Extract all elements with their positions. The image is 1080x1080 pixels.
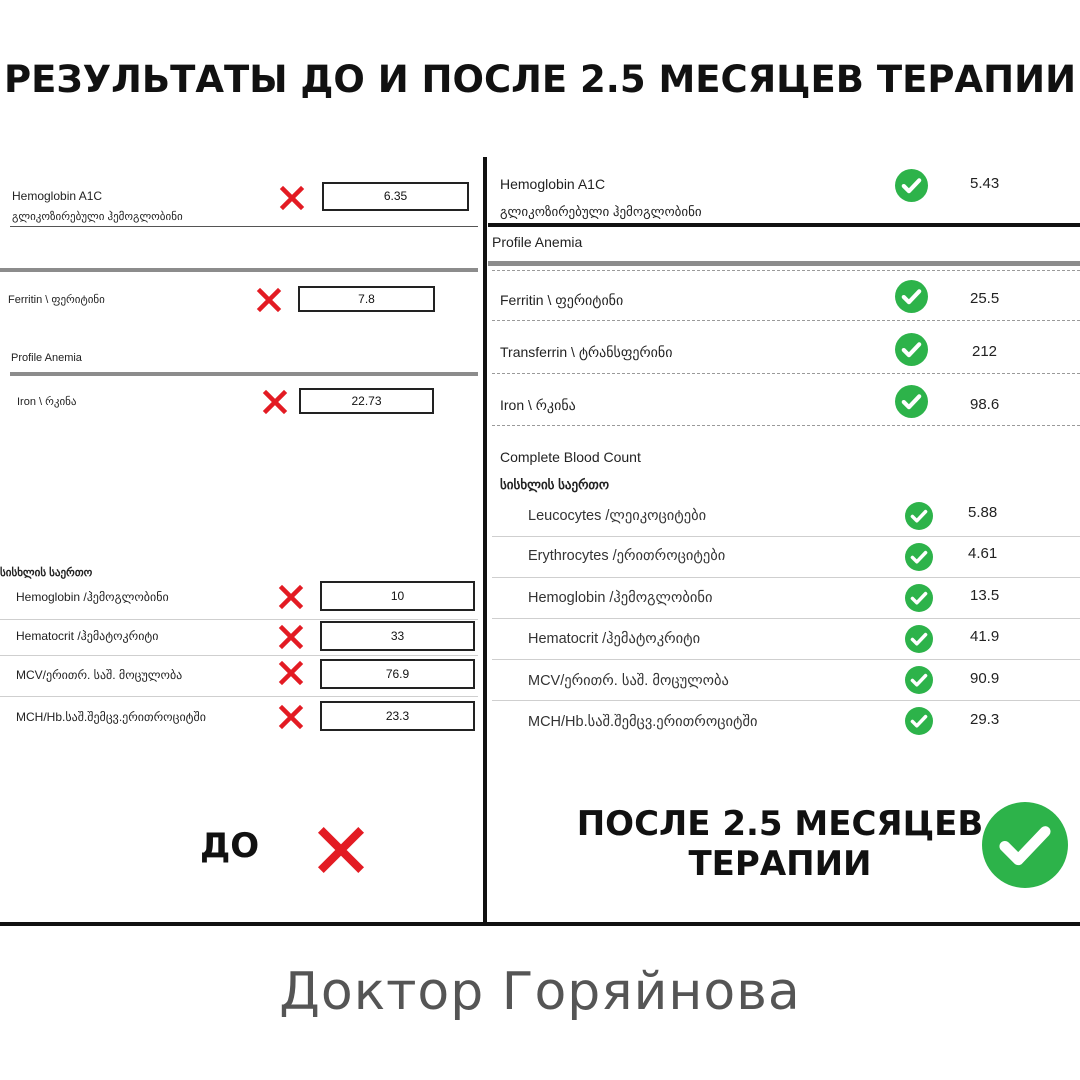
check-icon [905, 707, 933, 735]
after-row-value-0: 25.5 [970, 290, 1000, 307]
check-icon [905, 666, 933, 694]
after-cbc-value-2: 13.5 [970, 587, 1000, 604]
check-icon [982, 802, 1068, 888]
check-icon [895, 385, 928, 418]
after-row-label-1: Transferrin \ ტრანსფერინი [500, 344, 673, 360]
x-icon [278, 584, 304, 610]
x-icon [256, 287, 282, 313]
after-row-value-2: 98.6 [970, 396, 1000, 413]
before-cbc-value-1: 33 [320, 621, 475, 651]
before-cbc-label-0: Hemoglobin /ჰემოგლობინი [16, 590, 169, 604]
before-label: ДО [200, 826, 260, 866]
after-cbc-label-5: MCH/Hb.საშ.შემცვ.ერითროციტში [528, 714, 758, 730]
after-cbc-label-4: MCV/ერითრ. საშ. მოცულობა [528, 673, 729, 689]
after-hba1c-value: 5.43 [970, 175, 1000, 192]
check-icon [895, 280, 928, 313]
before-cbc-label-2: MCV/ერითრ. საშ. მოცულობა [16, 668, 183, 682]
divider [0, 655, 478, 656]
before-cbc-heading: სისხლის საერთო [0, 567, 93, 579]
before-profile-anemia-heading: Profile Anemia [11, 352, 82, 364]
divider [492, 320, 1080, 321]
divider [492, 577, 1080, 578]
divider [492, 659, 1080, 660]
divider [10, 372, 478, 376]
divider [492, 270, 1080, 271]
x-icon [278, 704, 304, 730]
check-icon [905, 502, 933, 530]
after-cbc-label-1: Erythrocytes /ერითროციტები [528, 548, 726, 564]
after-row-label-2: Iron \ რკინა [500, 397, 576, 413]
after-cbc-value-4: 90.9 [970, 670, 1000, 687]
after-label-line2: ТЕРАПИИ [688, 844, 872, 884]
x-icon [262, 389, 288, 415]
before-ferritin-value: 7.8 [298, 286, 435, 312]
check-icon [905, 625, 933, 653]
x-icon [278, 660, 304, 686]
divider [492, 425, 1080, 426]
after-cbc-label-2: Hemoglobin /ჰემოგლობინი [528, 590, 713, 606]
before-cbc-value-0: 10 [320, 581, 475, 611]
after-cbc-value-1: 4.61 [968, 545, 998, 562]
divider [488, 261, 1080, 266]
before-cbc-label-3: MCH/Hb.საშ.შემცვ.ერითროციტში [16, 710, 206, 724]
divider [0, 696, 478, 697]
after-cbc-value-0: 5.88 [968, 504, 998, 521]
divider [0, 268, 478, 272]
after-cbc-subheading: სისხლის საერთო [500, 477, 610, 492]
divider [488, 223, 1080, 227]
after-cbc-label-3: Hematocrit /ჰემატოკრიტი [528, 631, 701, 647]
after-profile-anemia-heading: Profile Anemia [492, 234, 583, 250]
check-icon [895, 169, 928, 202]
check-icon [895, 333, 928, 366]
after-cbc-value-5: 29.3 [970, 711, 1000, 728]
before-hba1c-value: 6.35 [322, 182, 469, 211]
divider [10, 226, 478, 227]
divider [0, 922, 1080, 926]
after-hba1c-label: Hemoglobin A1C [500, 176, 606, 192]
after-hba1c-sublabel: გლიკოზირებული ჰემოგლობინი [500, 204, 702, 219]
divider [492, 700, 1080, 701]
after-cbc-label-0: Leucocytes /ლეიკოციტები [528, 508, 707, 524]
divider [483, 157, 487, 925]
divider [492, 536, 1080, 537]
divider [492, 618, 1080, 619]
after-row-value-1: 212 [972, 343, 998, 360]
before-cbc-value-2: 76.9 [320, 659, 475, 689]
after-cbc-value-3: 41.9 [970, 628, 1000, 645]
after-cbc-heading: Complete Blood Count [500, 449, 641, 465]
before-hba1c-label: Hemoglobin A1C [12, 189, 103, 203]
before-cbc-value-3: 23.3 [320, 701, 475, 731]
after-row-label-0: Ferritin \ ფერიტინი [500, 292, 624, 308]
before-iron-value: 22.73 [299, 388, 434, 414]
check-icon [905, 584, 933, 612]
x-icon [279, 185, 305, 211]
x-icon [316, 825, 366, 875]
doctor-name: Доктор Горяйнова [279, 962, 801, 1022]
check-icon [905, 543, 933, 571]
after-label [560, 804, 1000, 884]
after-label-line1: ПОСЛЕ 2.5 МЕСЯЦЕВ [576, 804, 984, 844]
before-iron-label: Iron \ რკინა [17, 396, 77, 408]
divider [0, 619, 478, 620]
divider [492, 373, 1080, 374]
before-cbc-label-1: Hematocrit /ჰემატოკრიტი [16, 629, 159, 643]
x-icon [278, 624, 304, 650]
page-title: РЕЗУЛЬТАТЫ ДО И ПОСЛЕ 2.5 МЕСЯЦЕВ ТЕРАПИИ [3, 58, 1077, 101]
before-hba1c-sublabel: გლიკოზირებული ჰემოგლობინი [12, 211, 183, 223]
before-ferritin-label: Ferritin \ ფერიტინი [8, 294, 105, 306]
